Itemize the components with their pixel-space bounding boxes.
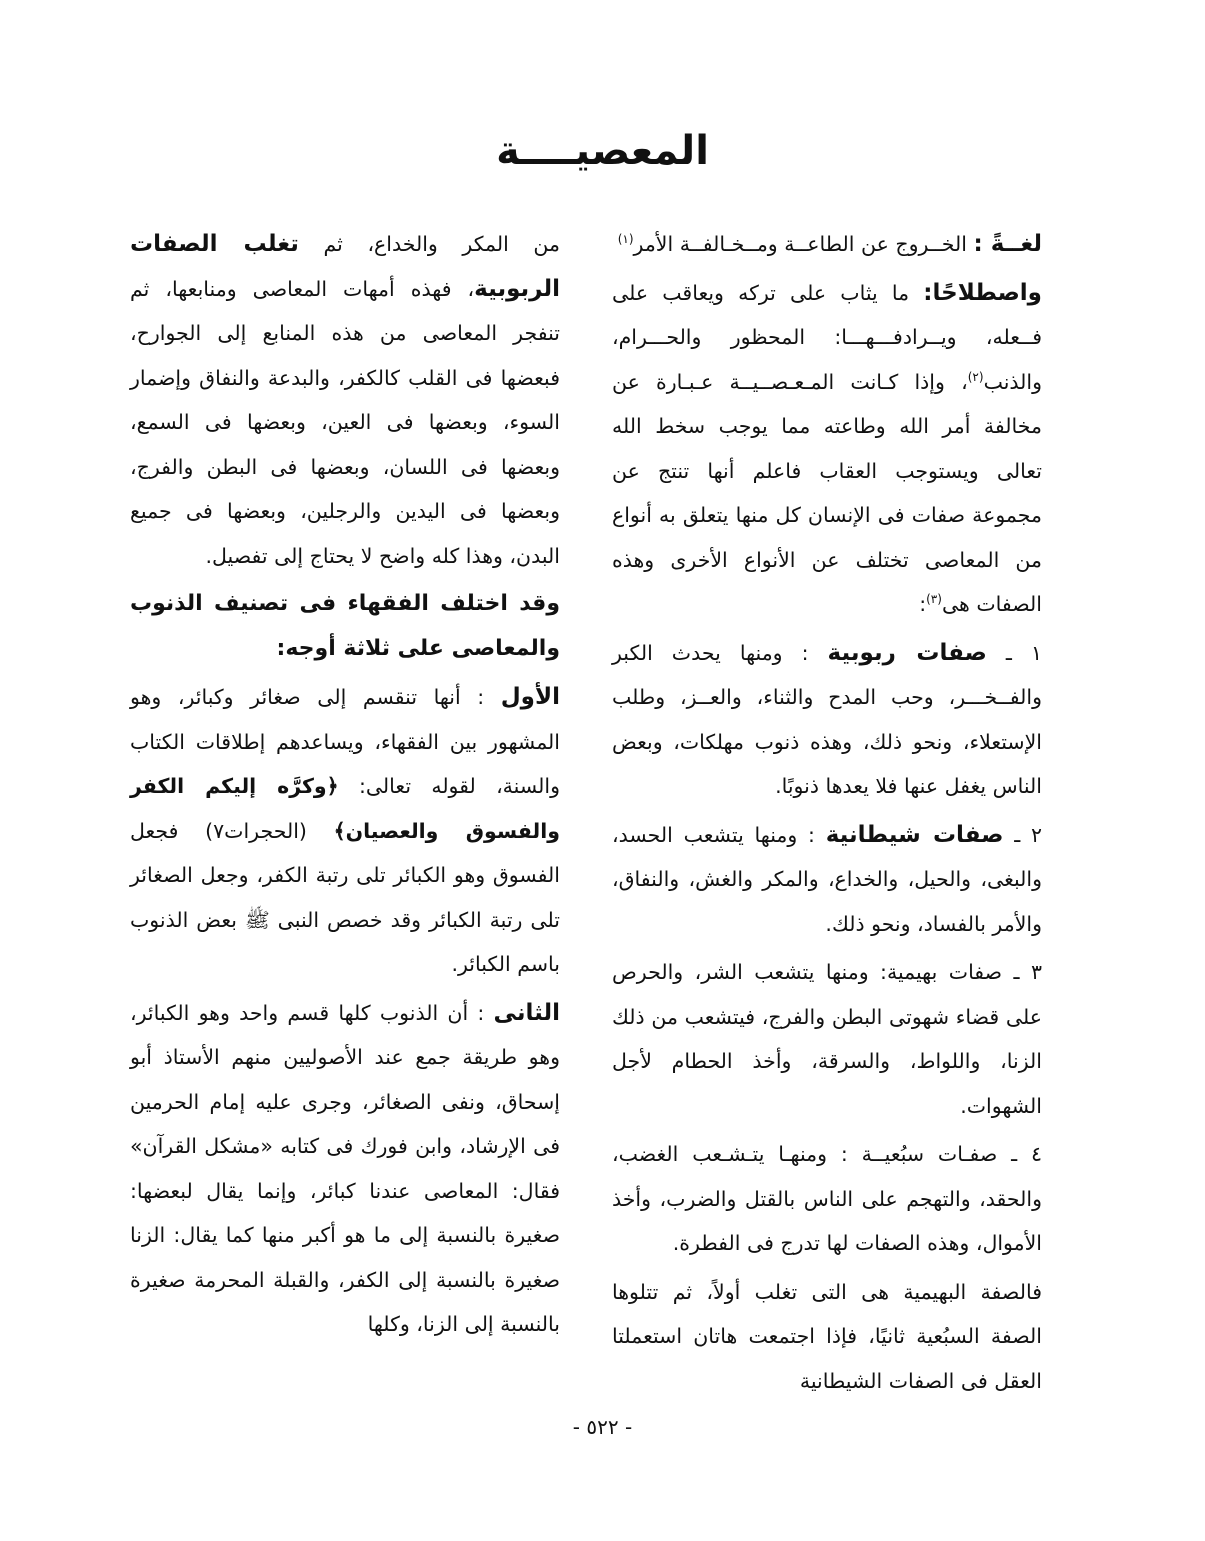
list-item bbox=[612, 813, 1042, 947]
term-technical: واصطلاحًا: bbox=[923, 279, 1042, 306]
paragraph-first-view bbox=[130, 675, 560, 987]
paragraph-text: : bbox=[919, 592, 927, 616]
paragraph-linguistic-definition bbox=[612, 222, 1042, 267]
item-number: ١ ـ bbox=[1005, 640, 1042, 665]
quran-quote: ﴿وكرَّه إليكم الكفر والفسوق والعصيان﴾ bbox=[130, 774, 560, 843]
paragraph-text: ، فهذه أمهات المعاصى ومنابعها، ثم تنفجر المعاصى من هذه المنابع إلى الجوارح، فبعضها فى القلب كالكفر، والبدعة والنفاق وإضمار السوء، وبعضها فى العين، وبعضها فى السمع، وبعضها فى اللسان، وبعضها فى البطن والفرج، وبعضها فى اليدين والرجلين، وبعضها فى جميع البدن، وهذا كله واضح لا يحتاج إلى تفصيل. bbox=[130, 276, 560, 568]
term-first: الأول bbox=[500, 684, 560, 710]
paragraph-text: : أن الذنوب كلها قسم واحد وهو الكبائر، وهو طريقة جمع عند الأصوليين منهم الأستاذ أبو إسحاق، ونفى الصغائر، وجرى عليه إمام الحرمين فى الإرشاد، وابن فورك فى كتابه «مشكل القرآن» فقال: المعاصى عندنا كبائر، وإنما يقال لبعضها: صغيرة بالنسبة إلى ما هو أكبر منها كما يقال: الزنا صغيرة بالنسبة إلى الكفر، والقبلة المحرمة صغيرة بالنسبة إلى الزنا، وكلها bbox=[130, 1000, 560, 1336]
list-item bbox=[612, 631, 1042, 809]
right-column bbox=[612, 222, 1042, 1407]
footnote-ref: (٣) bbox=[926, 592, 942, 607]
item-text: : ومنها يتشعب الحسد، والبغى، والحيل، والخداع، والمكر والغش، والنفاق، والأمر بالفساد، ونحو ذلك. bbox=[612, 822, 1042, 936]
paragraph-text: ، وإذا كـانت المـعـصــيــة عـبـارة عن مخالفة أمر الله وطاعته مما يوجب سخط الله تعالى ويستوجب العقاب فاعلم أنها تنتج عن مجموعة صفات فى الإنسان كل منها يتعلق به أنواع من المعاصى تختلف عن الأنواع الأخرى وهذه الصفات هى bbox=[612, 369, 1042, 616]
item-number: ٢ ـ bbox=[1014, 822, 1042, 847]
paragraph: فالصفة البهيمية هى التى تغلب أولاً، ثم تتلوها الصفة السبُعية ثانيًا، فإذا اجتمعت هاتان استعملتا العقل فى الصفات الشيطانية bbox=[612, 1279, 1042, 1393]
paragraph-text: ما يثاب على تركه ويعاقب على فــعله، ويــرادفـــهـــا: المحظور والحـــرام، والذنب bbox=[612, 280, 1042, 394]
list-item: ٣ ـ صفات بهيمية: ومنها يتشعب الشر، والحرص على قضاء شهوتى البطن والفرج، فيتشعب من ذلك الزنا، واللواط، والسرقة، وأخذ الحطام لأجل الشهوات. bbox=[612, 960, 1042, 1118]
paragraph-text: الخــروج عن الطاعــة ومــخـالفــة الأمر bbox=[633, 232, 967, 256]
paragraph-text: (الحجرات٧) فجعل الفسوق وهو الكبائر تلى رتبة الكفر، وجعل الصغائر تلى رتبة الكبائر وقد خصص النبى ﷺ بعض الذنوب باسم الكبائر. bbox=[130, 818, 560, 976]
paragraph-technical-definition bbox=[612, 271, 1042, 627]
section-heading: وقد اختلف الفقهاء فى تصنيف الذنوب والمعاصى على ثلاثة أوجه: bbox=[130, 591, 560, 661]
paragraph-text: من المكر والخداع، ثم bbox=[323, 232, 560, 256]
term-linguistic: لغــةً : bbox=[973, 231, 1042, 257]
emphasis: تغلب الصفات الربوبية bbox=[130, 231, 560, 302]
page-title: المعصيــــة bbox=[496, 128, 709, 174]
left-column bbox=[130, 222, 560, 1351]
footnote-ref: (١) bbox=[617, 232, 634, 247]
item-term: صفات شيطانية bbox=[825, 821, 1004, 848]
footnote-ref: (٢) bbox=[967, 369, 984, 384]
term-second: الثانى bbox=[493, 999, 560, 1026]
list-item: ٤ ـ صفـات سبُعيــة : ومنهـا يتـشـعب الغضب، والحقد، والتهجم على الناس بالقتل والضرب، وأخذ الأموال، وهذه الصفات لها تدرج فى الفطرة. bbox=[612, 1142, 1042, 1255]
paragraph-second-view bbox=[130, 991, 560, 1347]
item-term: صفات ربوبية bbox=[827, 639, 987, 666]
paragraph-text: : أنها تنقسم إلى صغائر وكبائر، وهو المشهور بين الفقهاء، ويساعدهم إطلاقات الكتاب والسنة، لقوله تعالى: bbox=[130, 685, 560, 798]
paragraph bbox=[130, 222, 560, 578]
item-text: : ومنها يحدث الكبر والفــخـــر، وحب المدح والثناء، والعــز، وطلب الإستعلاء، ونحو ذلك، وهذه ذنوب مهلكات، وبعض الناس يغفل عنها فلا يعدها ذنوبًا. bbox=[612, 640, 1042, 798]
page-number: - ٥٢٢ - bbox=[572, 1415, 633, 1439]
